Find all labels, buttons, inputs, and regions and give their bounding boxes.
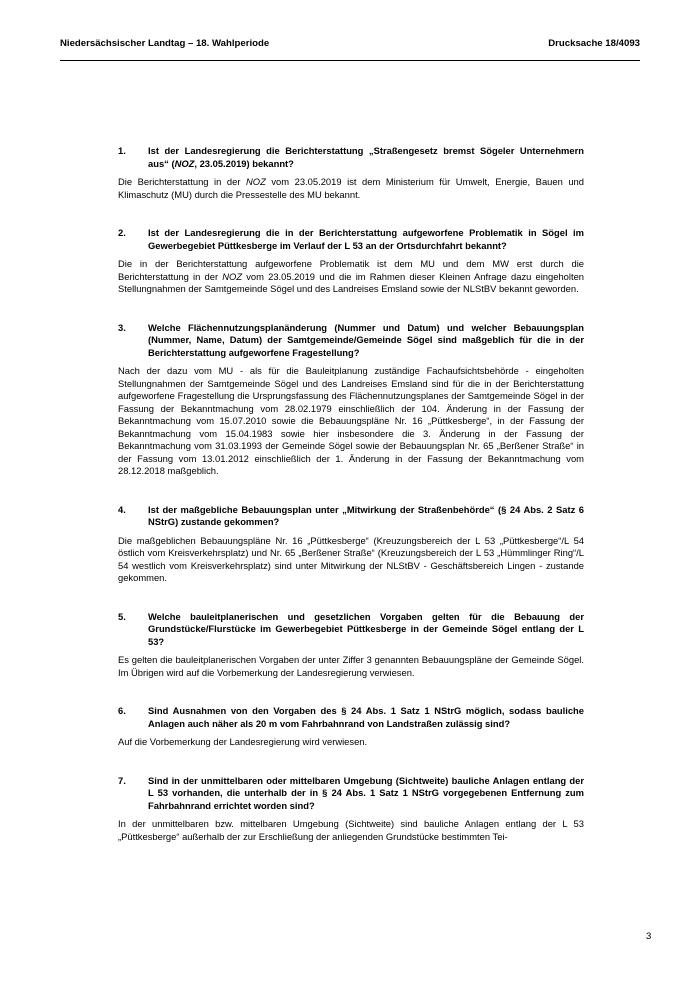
- question-text: Sind in der unmittelbaren oder mittelbaren Umgebung (Sichtweite) bauliche Anlagen entlang der L 53 vorhanden, die unterhalb der in § 24 Abs. 1 Satz 1 NStrG vorgegebenen Entfernung zum Fahrbahnrand errichtet worden sind?: [148, 774, 584, 811]
- question-text: Ist der Landesregierung die in der Berichterstattung aufgeworfene Problematik in Sögel im Gewerbegebiet Püttkesberge im Verlauf der L 53 an der Ortsdurchfahrt bekannt?: [148, 227, 584, 251]
- question-number: 6.: [118, 705, 126, 716]
- header-document-number: Drucksache 18/4093: [548, 38, 640, 49]
- answer-text-emphasis: NOZ: [246, 176, 266, 187]
- question-4: [118, 504, 584, 529]
- answer-text: vom 23.05.2019 und die im Rahmen dieser Kleinen Anfrage dazu eingeholten Stellungnahmen der Samtgemeinde Sögel und des Landreises Emsland sowie der NLStBV bekannt geworden.: [118, 270, 584, 294]
- page-number: 3: [646, 931, 652, 942]
- question-text: Welche Flächennutzungsplanänderung (Nummer und Datum) und welcher Bebauungsplan (Nummer, Name, Datum) der Samtgemeinde/Gemeinde Sögel sind maßgeblich für die in der Berichterstattung aufgeworfene Fragestellung?: [148, 321, 584, 358]
- answer-2: [118, 258, 584, 296]
- header-parliament-term: Niedersächsischer Landtag – 18. Wahlperiode: [60, 38, 270, 49]
- answer-6: Auf die Vorbemerkung der Landesregierung wird verwiesen.: [118, 736, 368, 747]
- answer-1: [118, 176, 584, 201]
- question-number: 4.: [118, 503, 126, 515]
- answer-7: In der unmittelbaren bzw. mittelbaren Umgebung (Sichtweite) sind bauliche Anlagen entlang der L 53 „Püttkesberge“ außerhalb der zur Erschließung der anliegenden Grundstücke bestimmten Tei-: [118, 818, 584, 842]
- answer-text-emphasis: NOZ: [222, 270, 243, 282]
- question-number: 7.: [118, 774, 126, 786]
- answer-3: Nach der dazu vom MU - als für die Bauleitplanung zuständige Fachaufsichtsbehörde - eingeholten Stellungnahmen der Samtgemeinde Sögel und des Landreises Emsland sind für die in der Berichterstattung aufgeworfene Fragestellung die Ursprungsfassung des Flächennutzungsplanes der Samtgemeinde Sögel in der Fassung der Bekanntmachung vom 28.02.1979 einschließlich der 104. Änderung in der Fassung der Bekanntmachung vom 15.07.2010 sowie die Bebauungspläne Nr. 16 „Püttkesberge“, in der Fassung der Bekanntmachung vom 15.04.1983 sowie hier insbesondere die 3. Änderung in der Fassung der Bekanntmachung vom 31.03.1993 der Gemeinde Sögel sowie der Bebauungsplan Nr. 65 „Berßener Straße“ in der Fassung vom 13.01.2012 einschließlich der 1. Änderung in der Fassung der Bekanntmachung vom 28.12.2018 maßgeblich.: [118, 365, 584, 476]
- answer-text: Die Berichterstattung in der: [118, 176, 247, 187]
- question-text: Ist der Landesregierung die Berichterstattung „Straßengesetz bremst Sögeler Unternehmern aus“ (: [148, 145, 584, 169]
- question-6: [118, 705, 584, 730]
- question-number: 2.: [118, 227, 126, 238]
- question-text: Welche bauleitplanerischen und gesetzlichen Vorgaben gelten für die Bebauung der Grundstücke/Flurstücke im Gewerbegebiet Püttkesberge in der Gemeinde Sögel entlang der L 53?: [148, 610, 584, 647]
- question-text: , 23.05.2019) bekannt?: [194, 157, 294, 169]
- answer-5: Es gelten die bauleitplanerischen Vorgaben der unter Ziffer 3 genannten Bebauungspläne der Gemeinde Sögel. Im Übrigen wird auf die Vorbemerkung der Landesregierung verwiesen.: [118, 654, 584, 678]
- question-7: [118, 775, 584, 813]
- question-text: Ist der maßgebliche Bebauungsplan unter „Mitwirkung der Straßenbehörde“ (§ 24 Abs. 2 Satz 6 NStrG) zustande gekommen?: [148, 503, 584, 527]
- question-1: [118, 145, 584, 170]
- document-body: [118, 145, 584, 843]
- answer-text: vom 23.05.2019 ist dem Ministerium für Umwelt, Energie, Bauen und Klimaschutz (MU) durch die Pressestelle des MU bekannt.: [118, 176, 584, 200]
- question-number: 3.: [118, 321, 126, 333]
- header-divider: [60, 60, 640, 61]
- answer-text: Die in der Berichterstattung aufgeworfene Problematik ist dem MU und dem MW erst durch die Berichterstattung in der: [118, 258, 584, 282]
- question-number: 1.: [118, 145, 126, 156]
- question-text-emphasis: NOZ: [174, 157, 195, 169]
- question-2: [118, 227, 584, 252]
- question-5: [118, 611, 584, 649]
- answer-4: Die maßgeblichen Bebauungspläne Nr. 16 „Püttkesberge“ (Kreuzungsbereich der L 53 „Püttkesberge“/L 54 östlich vom Kreisverkehrsplatz) und Nr. 65 „Berßener Straße“ (Kreuzungsbereich der L 53 „Hümmlinger Ring“/L 54 westlich vom Kreisverkehrsplatz) sind unter Mitwirkung der NLStBV - Geschäftsbereich Lingen - zustande gekommen.: [118, 534, 584, 583]
- question-number: 5.: [118, 610, 126, 622]
- question-text: Sind Ausnahmen von den Vorgaben des § 24 Abs. 1 Satz 1 NStrG möglich, sodass bauliche Anlagen auch näher als 20 m vom Fahrbahnrand von Landstraßen zulässig sind?: [148, 705, 584, 729]
- question-3: [118, 322, 584, 360]
